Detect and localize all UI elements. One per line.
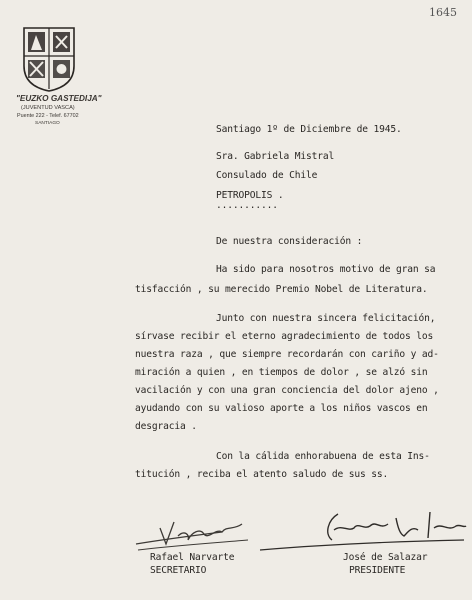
date-line: Santiago 1º de Diciembre de 1945.	[216, 124, 402, 135]
paragraph-line: desgracia .	[135, 421, 197, 432]
paragraph-line: tisfacción , su merecido Premio Nobel de Literatura.	[135, 284, 428, 295]
paragraph-line: Con la cálida enhorabuena de esta Ins-	[216, 451, 430, 462]
recipient-name: Sra. Gabriela Mistral	[216, 151, 335, 162]
paragraph-line: Junto con nuestra sincera felicitación,	[216, 313, 436, 324]
paragraph-line: miración a quien , en tiempos de dolor , se alzó sin	[135, 367, 428, 378]
paragraph-line: nuestra raza , que siempre recordarán con cariño y ad-	[135, 349, 439, 360]
salutation: De nuestra consideración :	[216, 236, 363, 247]
paragraph-line: ayudando con su valioso aporte a los niños vascos en	[135, 403, 428, 414]
secretary-signature	[130, 510, 270, 558]
coat-of-arms-icon	[22, 26, 76, 92]
archive-number: 1645	[429, 6, 457, 19]
president-signature	[258, 506, 468, 556]
letterhead-address: Puente 222 - Telef. 67702	[17, 113, 79, 119]
letterhead-city: SANTIAGO	[35, 121, 60, 126]
secretary-title: SECRETARIO	[150, 565, 207, 576]
paragraph-line: Ha sido para nosotros motivo de gran sa	[216, 264, 436, 275]
president-title: PRESIDENTE	[349, 565, 406, 576]
letterhead-subtitle: (JUVENTUD VASCA)	[21, 105, 75, 111]
recipient-underline: ...........	[216, 200, 278, 211]
paragraph-line: sírvase recibir el eterno agradecimiento de todos los	[135, 331, 434, 342]
recipient-city: PETROPOLIS .	[216, 190, 284, 201]
paragraph-line: titución , reciba el atento saludo de sus ss.	[135, 469, 389, 480]
letterhead-name: "EUZKO GASTEDIJA"	[16, 94, 102, 103]
recipient-office: Consulado de Chile	[216, 170, 318, 181]
secretary-name: Rafael Narvarte	[150, 552, 235, 563]
president-name: José de Salazar	[343, 552, 428, 563]
paragraph-line: vacilación y con una gran conciencia del dolor ajeno ,	[135, 385, 439, 396]
